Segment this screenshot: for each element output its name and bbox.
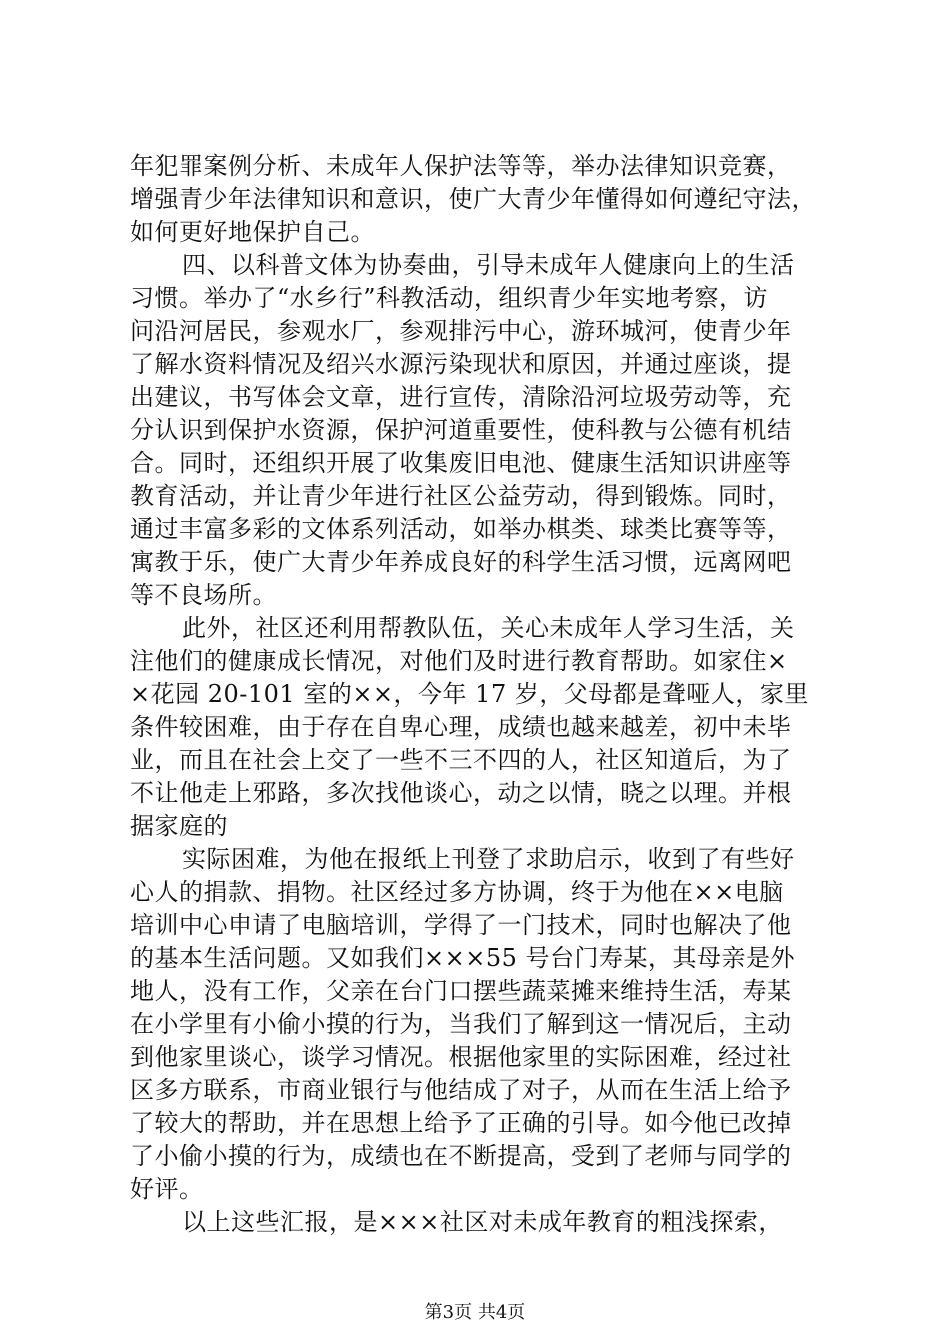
text-line: 在小学里有小偷小摸的行为，当我们了解到这一情况后，主动 — [130, 1010, 792, 1038]
document-body — [130, 150, 830, 1239]
text-line: 区多方联系，市商业银行与他结成了对子，从而在生活上给予 — [130, 1076, 792, 1104]
paragraph-start-line: 以上这些汇报，是×××社区对未成年教育的粗浅探索， — [182, 1208, 783, 1236]
text-line: 问沿河居民，参观水厂，参观排污中心，游环城河，使青少年 — [130, 317, 792, 345]
text-line: 心人的捐款、捐物。社区经过多方协调，终于为他在××电脑 — [130, 878, 784, 906]
paragraph-start-line: 此外，社区还利用帮教队伍，关心未成年人学习生活，关 — [182, 614, 795, 642]
text-line: 增强青少年法律知识和意识，使广大青少年懂得如何遵纪守法， — [130, 185, 816, 213]
text-line: 分认识到保护水资源，保护河道重要性，使科教与公德有机结 — [130, 416, 792, 444]
text-line: 到他家里谈心，谈学习情况。根据他家里的实际困难，经过社 — [130, 1043, 792, 1071]
text-line: 不让他走上邪路，多次找他谈心，动之以情，晓之以理。并根 — [130, 779, 792, 807]
paragraph-start-line: 四、以科普文体为协奏曲，引导未成年人健康向上的生活 — [182, 251, 795, 279]
text-line: 教育活动，并让青少年进行社区公益劳动，得到锻炼。同时， — [130, 482, 792, 510]
text-line: 等不良场所。 — [130, 581, 277, 609]
text-line: 注他们的健康成长情况，对他们及时进行教育帮助。如家住× — [130, 647, 788, 675]
page-number-footer: 第3页 共4页 — [424, 1302, 526, 1323]
text-line: 通过丰富多彩的文体系列活动，如举办棋类、球类比赛等等， — [130, 515, 792, 543]
text-line: 合。同时，还组织开展了收集废旧电池、健康生活知识讲座等 — [130, 449, 792, 477]
text-line: 的基本生活问题。又如我们×××55 号台门寿某，其母亲是外 — [130, 944, 795, 972]
paragraph-start-line: 实际困难，为他在报纸上刊登了求助启示，收到了有些好 — [182, 845, 795, 873]
text-line: 寓教于乐，使广大青少年养成良好的科学生活习惯，远离网吧 — [130, 548, 792, 576]
text-line: 好评。 — [130, 1175, 204, 1203]
text-line: 年犯罪案例分析、未成年人保护法等等，举办法律知识竞赛， — [130, 152, 792, 180]
text-line: 业，而且在社会上交了一些不三不四的人，社区知道后，为了 — [130, 746, 792, 774]
text-line: 出建议，书写体会文章，进行宣传，清除沿河垃圾劳动等，充 — [130, 383, 792, 411]
text-line: 了较大的帮助，并在思想上给予了正确的引导。如今他已改掉 — [130, 1109, 792, 1137]
text-line: 习惯。举办了“水乡行”科教活动，组织青少年实地考察，访 — [130, 284, 769, 312]
text-line: 了小偷小摸的行为，成绩也在不断提高，受到了老师与同学的 — [130, 1142, 792, 1170]
text-line: 如何更好地保护自己。 — [130, 218, 375, 246]
text-line: 地人，没有工作，父亲在台门口摆些蔬菜摊来维持生活，寿某 — [130, 977, 792, 1005]
text-line: ×花园 20-101 室的××，今年 17 岁，父母都是聋哑人，家里 — [130, 680, 809, 708]
text-line: 条件较困难，由于存在自卑心理，成绩也越来越差，初中未毕 — [130, 713, 792, 741]
text-line: 了解水资料情况及绍兴水源污染现状和原因，并通过座谈，提 — [130, 350, 792, 378]
text-line: 培训中心申请了电脑培训，学得了一门技术，同时也解决了他 — [130, 911, 792, 939]
text-line: 据家庭的 — [130, 812, 228, 840]
